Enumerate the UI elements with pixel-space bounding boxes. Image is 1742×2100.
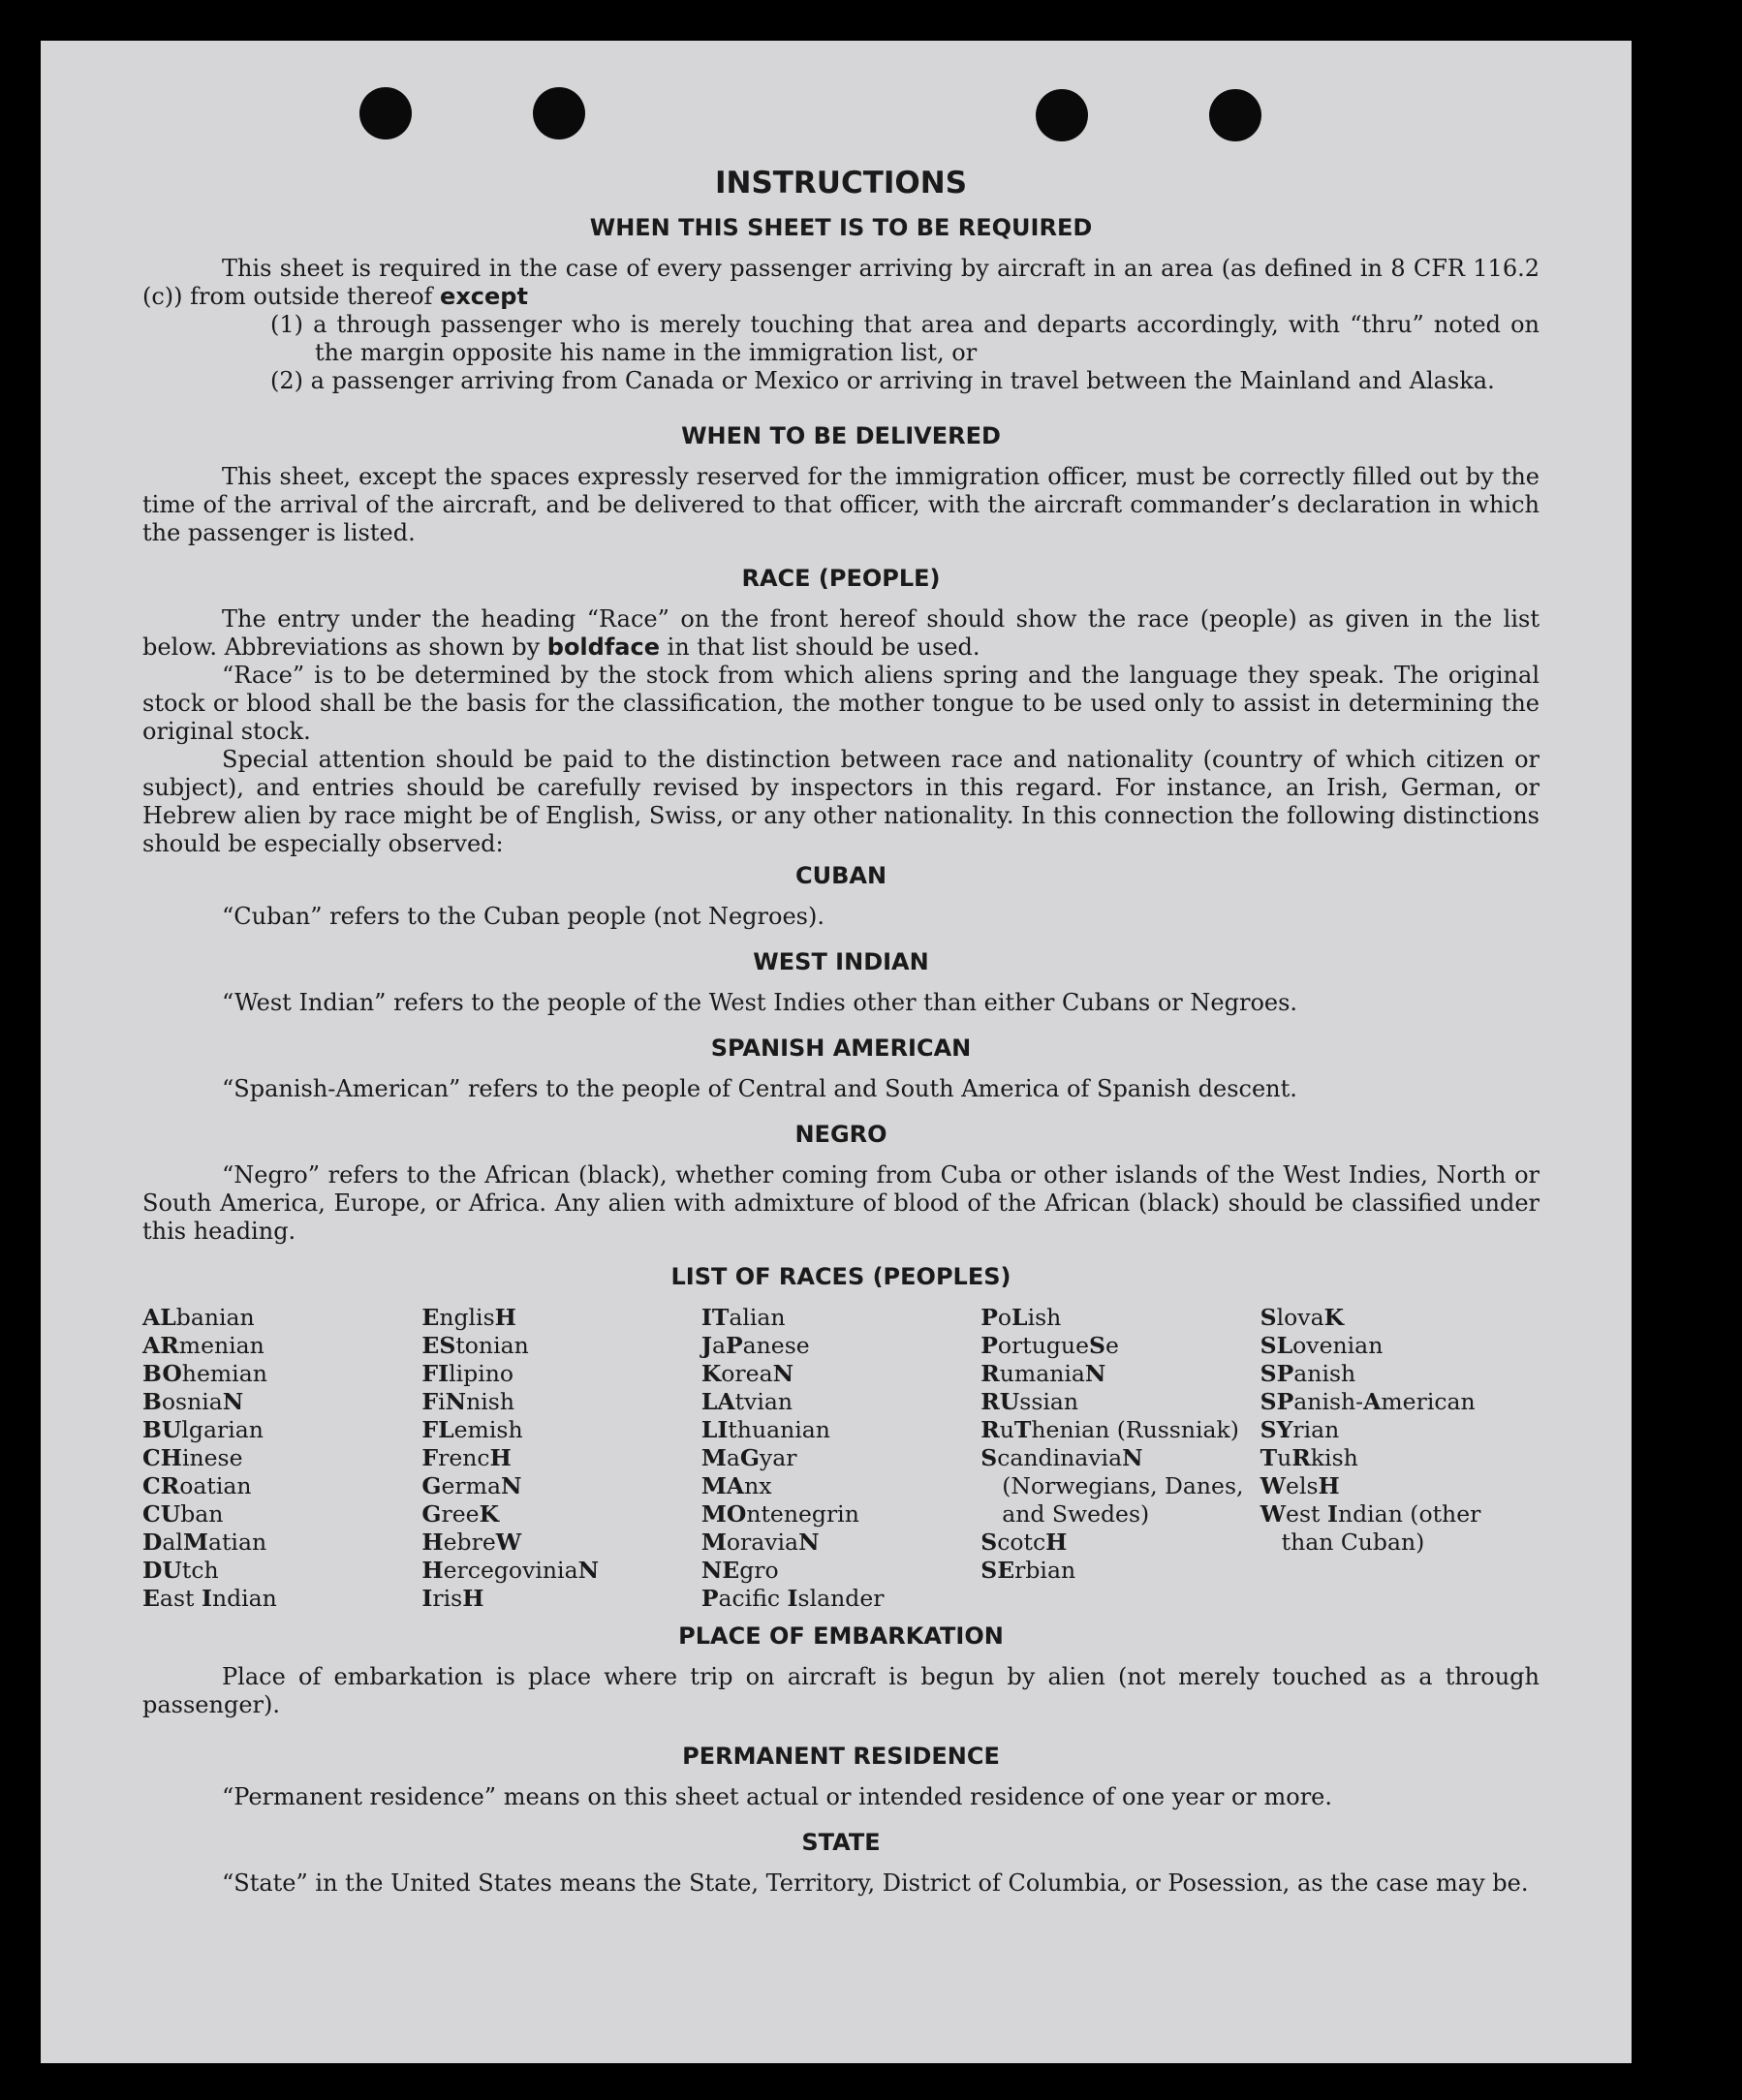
race-entry: KoreaN <box>700 1360 794 1387</box>
races-column <box>1260 1304 1540 1613</box>
paragraph-west-indian: “West Indian” refers to the people of the West Indies other than either Cubans or Negroes. <box>222 989 1298 1016</box>
race-entry: Pacifc Islander <box>700 1585 885 1612</box>
race-entry: FrencH <box>421 1444 512 1471</box>
document-title: INSTRUCTIONS <box>714 166 968 201</box>
paragraph-negro: “Negro” refers to the African (black), whether coming from Cuba or other islands of the West Indies, North or South America, Europe, or Africa. Any alien with admixture of blood of the African (black) should be classified under this heading. <box>142 1161 1540 1245</box>
race-entry: GreeK <box>421 1500 499 1528</box>
race-entry: SPanish <box>1260 1360 1356 1387</box>
race-entry: MOntenegrin <box>700 1500 859 1528</box>
race-entry: SErbian <box>980 1557 1076 1584</box>
list-item <box>142 311 1540 367</box>
race-entry: GermaN <box>421 1472 522 1499</box>
race-entry: SYrian <box>1260 1416 1340 1443</box>
race-text: The entry under the heading “Race” on the front hereof should show the race (people) as given in the list below. Abbreviations as shown by <box>142 605 1540 661</box>
race-entry: ARmenian <box>142 1332 264 1359</box>
paragraph-race-2: “Race” is to be determined by the stock from which aliens spring and the language they speak. The original stock or blood shall be the basis for the classification, the mother tongue to be used only to assist in determining the original stock. <box>142 662 1540 745</box>
heading-cuban: CUBAN <box>794 862 887 889</box>
race-entry: RumaniaN <box>980 1360 1106 1387</box>
paragraph-residence: “Permanent residence” means on this sheet actual or intended residence of one year or more. <box>222 1783 1332 1810</box>
races-column <box>142 1304 421 1613</box>
race-entry: FiNnish <box>421 1388 514 1415</box>
document-sheet <box>41 41 1632 2063</box>
race-entry: DUtch <box>142 1557 219 1584</box>
race-entry: DalMatian <box>142 1529 267 1556</box>
paragraph-embarkation: Place of embarkation is place where trip on aircraft is begun by alien (not merely touched as a through passenger). <box>142 1663 1540 1718</box>
race-entry: CUban <box>142 1500 224 1528</box>
race-entry: EnglisH <box>421 1304 516 1331</box>
race-entry: BOhemian <box>142 1360 267 1387</box>
races-column <box>701 1304 980 1613</box>
race-entry: RUssian <box>980 1388 1079 1415</box>
heading-west-indian: WEST INDIAN <box>753 948 929 975</box>
race-entry: BosniaN <box>142 1388 244 1415</box>
race-entry: EStonian <box>421 1332 529 1359</box>
paragraph-state: “State” in the United States means the State, Territory, District of Columbia, or Posession, as the case may be. <box>222 1869 1529 1897</box>
race-entry: LIthuanian <box>700 1416 830 1443</box>
race-entry: ALbanian <box>142 1304 255 1331</box>
heading-delivered: WHEN TO BE DELIVERED <box>681 422 1001 449</box>
heading-spanish-american: SPANISH AMERICAN <box>710 1035 972 1062</box>
race-bold: boldface <box>546 633 660 661</box>
race-entry: FLemish <box>421 1416 523 1443</box>
item-text: a passenger arriving from Canada or Mexico or arriving in travel between the Mainland and Alaska. <box>310 367 1495 394</box>
paragraph-spanish-american: “Spanish-American” refers to the people of Central and South America of Spanish descent. <box>222 1075 1297 1102</box>
race-entry: SlovaK <box>1260 1304 1345 1331</box>
race-entry: HebreW <box>421 1529 522 1556</box>
races-list <box>142 1304 1540 1613</box>
heading-embarkation: PLACE OF EMBARKATION <box>678 1622 1004 1650</box>
item-text: a through passenger who is merely touching that area and departs accordingly, with “thru” noted on the margin opposite his name in the immigration list, or <box>313 311 1540 366</box>
race-entry: West Indian (other than Cuban) <box>1260 1500 1481 1556</box>
race-entry: MAnx <box>700 1472 772 1499</box>
paragraph-cuban: “Cuban” refers to the Cuban people (not Negroes). <box>222 903 824 930</box>
paragraph-race-1 <box>142 605 1540 662</box>
race-entry: East Indian <box>142 1585 277 1612</box>
heading-state: STATE <box>801 1829 881 1856</box>
race-entry: SPanish-American <box>1260 1388 1476 1415</box>
paragraph-required <box>142 255 1540 311</box>
heading-residence: PERMANENT RESIDENCE <box>682 1743 1000 1770</box>
race-entry: ScandinaviaN (Norwegians, Danes, and Swedes) <box>980 1444 1244 1528</box>
race-entry: LAtvian <box>700 1388 793 1415</box>
punch-hole <box>533 87 585 139</box>
races-column <box>421 1304 700 1613</box>
race-entry: MaGyar <box>700 1444 797 1471</box>
paragraph-race-3: Special attention should be paid to the distinction between race and nationality (country of which citizen or subject), and entries should be carefully revised by inspectors in this regard. For instance, an Irish, German, or Hebrew alien by race might be of English, Swiss, or any other nationality. In this connection the following distinctions should be especially observed: <box>142 746 1540 857</box>
race-entry: CRoatian <box>142 1472 252 1499</box>
races-column <box>980 1304 1260 1613</box>
punch-hole <box>1209 89 1261 141</box>
race-entry: ScotcH <box>980 1529 1068 1556</box>
race-entry: WelsH <box>1260 1472 1340 1499</box>
race-entry: BUlgarian <box>142 1416 264 1443</box>
document-body <box>142 154 1540 1898</box>
required-bold: except <box>440 283 528 310</box>
race-entry: CHinese <box>142 1444 243 1471</box>
race-entry: IrisH <box>421 1585 484 1612</box>
heading-required: WHEN THIS SHEET IS TO BE REQUIRED <box>589 214 1093 241</box>
punch-hole <box>1036 89 1088 141</box>
race-entry: RuThenian (Russniak) <box>980 1416 1239 1443</box>
list-item <box>142 367 1540 395</box>
required-text: This sheet is required in the case of every passenger arriving by aircraft in an area (as defined in 8 CFR 116.2 (c)) from outside thereof <box>142 255 1540 310</box>
race-entry: ITalian <box>700 1304 786 1331</box>
race-entry: PortugueSe <box>980 1332 1119 1359</box>
race-entry: JaPanese <box>700 1332 810 1359</box>
race-entry: NEgro <box>700 1557 779 1584</box>
punch-hole <box>359 87 412 139</box>
heading-negro: NEGRO <box>794 1121 887 1148</box>
race-entry: MoraviaN <box>700 1529 820 1556</box>
item-number: (2) <box>270 367 303 394</box>
heading-race: RACE (PEOPLE) <box>741 565 941 592</box>
race-entry: PoLish <box>980 1304 1062 1331</box>
paragraph-delivered: This sheet, except the spaces expressly reserved for the immigration officer, must be correctly filled out by the time of the arrival of the aircraft, and be delivered to that officer, with the aircraft commander’s declaration in which the passenger is listed. <box>142 463 1540 546</box>
race-text: in that list should be used. <box>667 633 980 661</box>
race-entry: TuRkish <box>1260 1444 1358 1471</box>
heading-list-of-races: LIST OF RACES (PEOPLES) <box>670 1263 1011 1290</box>
item-number: (1) <box>270 311 303 338</box>
race-entry: FIlipino <box>421 1360 514 1387</box>
race-entry: HercegoviniaN <box>421 1557 600 1584</box>
race-entry: SLovenian <box>1260 1332 1384 1359</box>
